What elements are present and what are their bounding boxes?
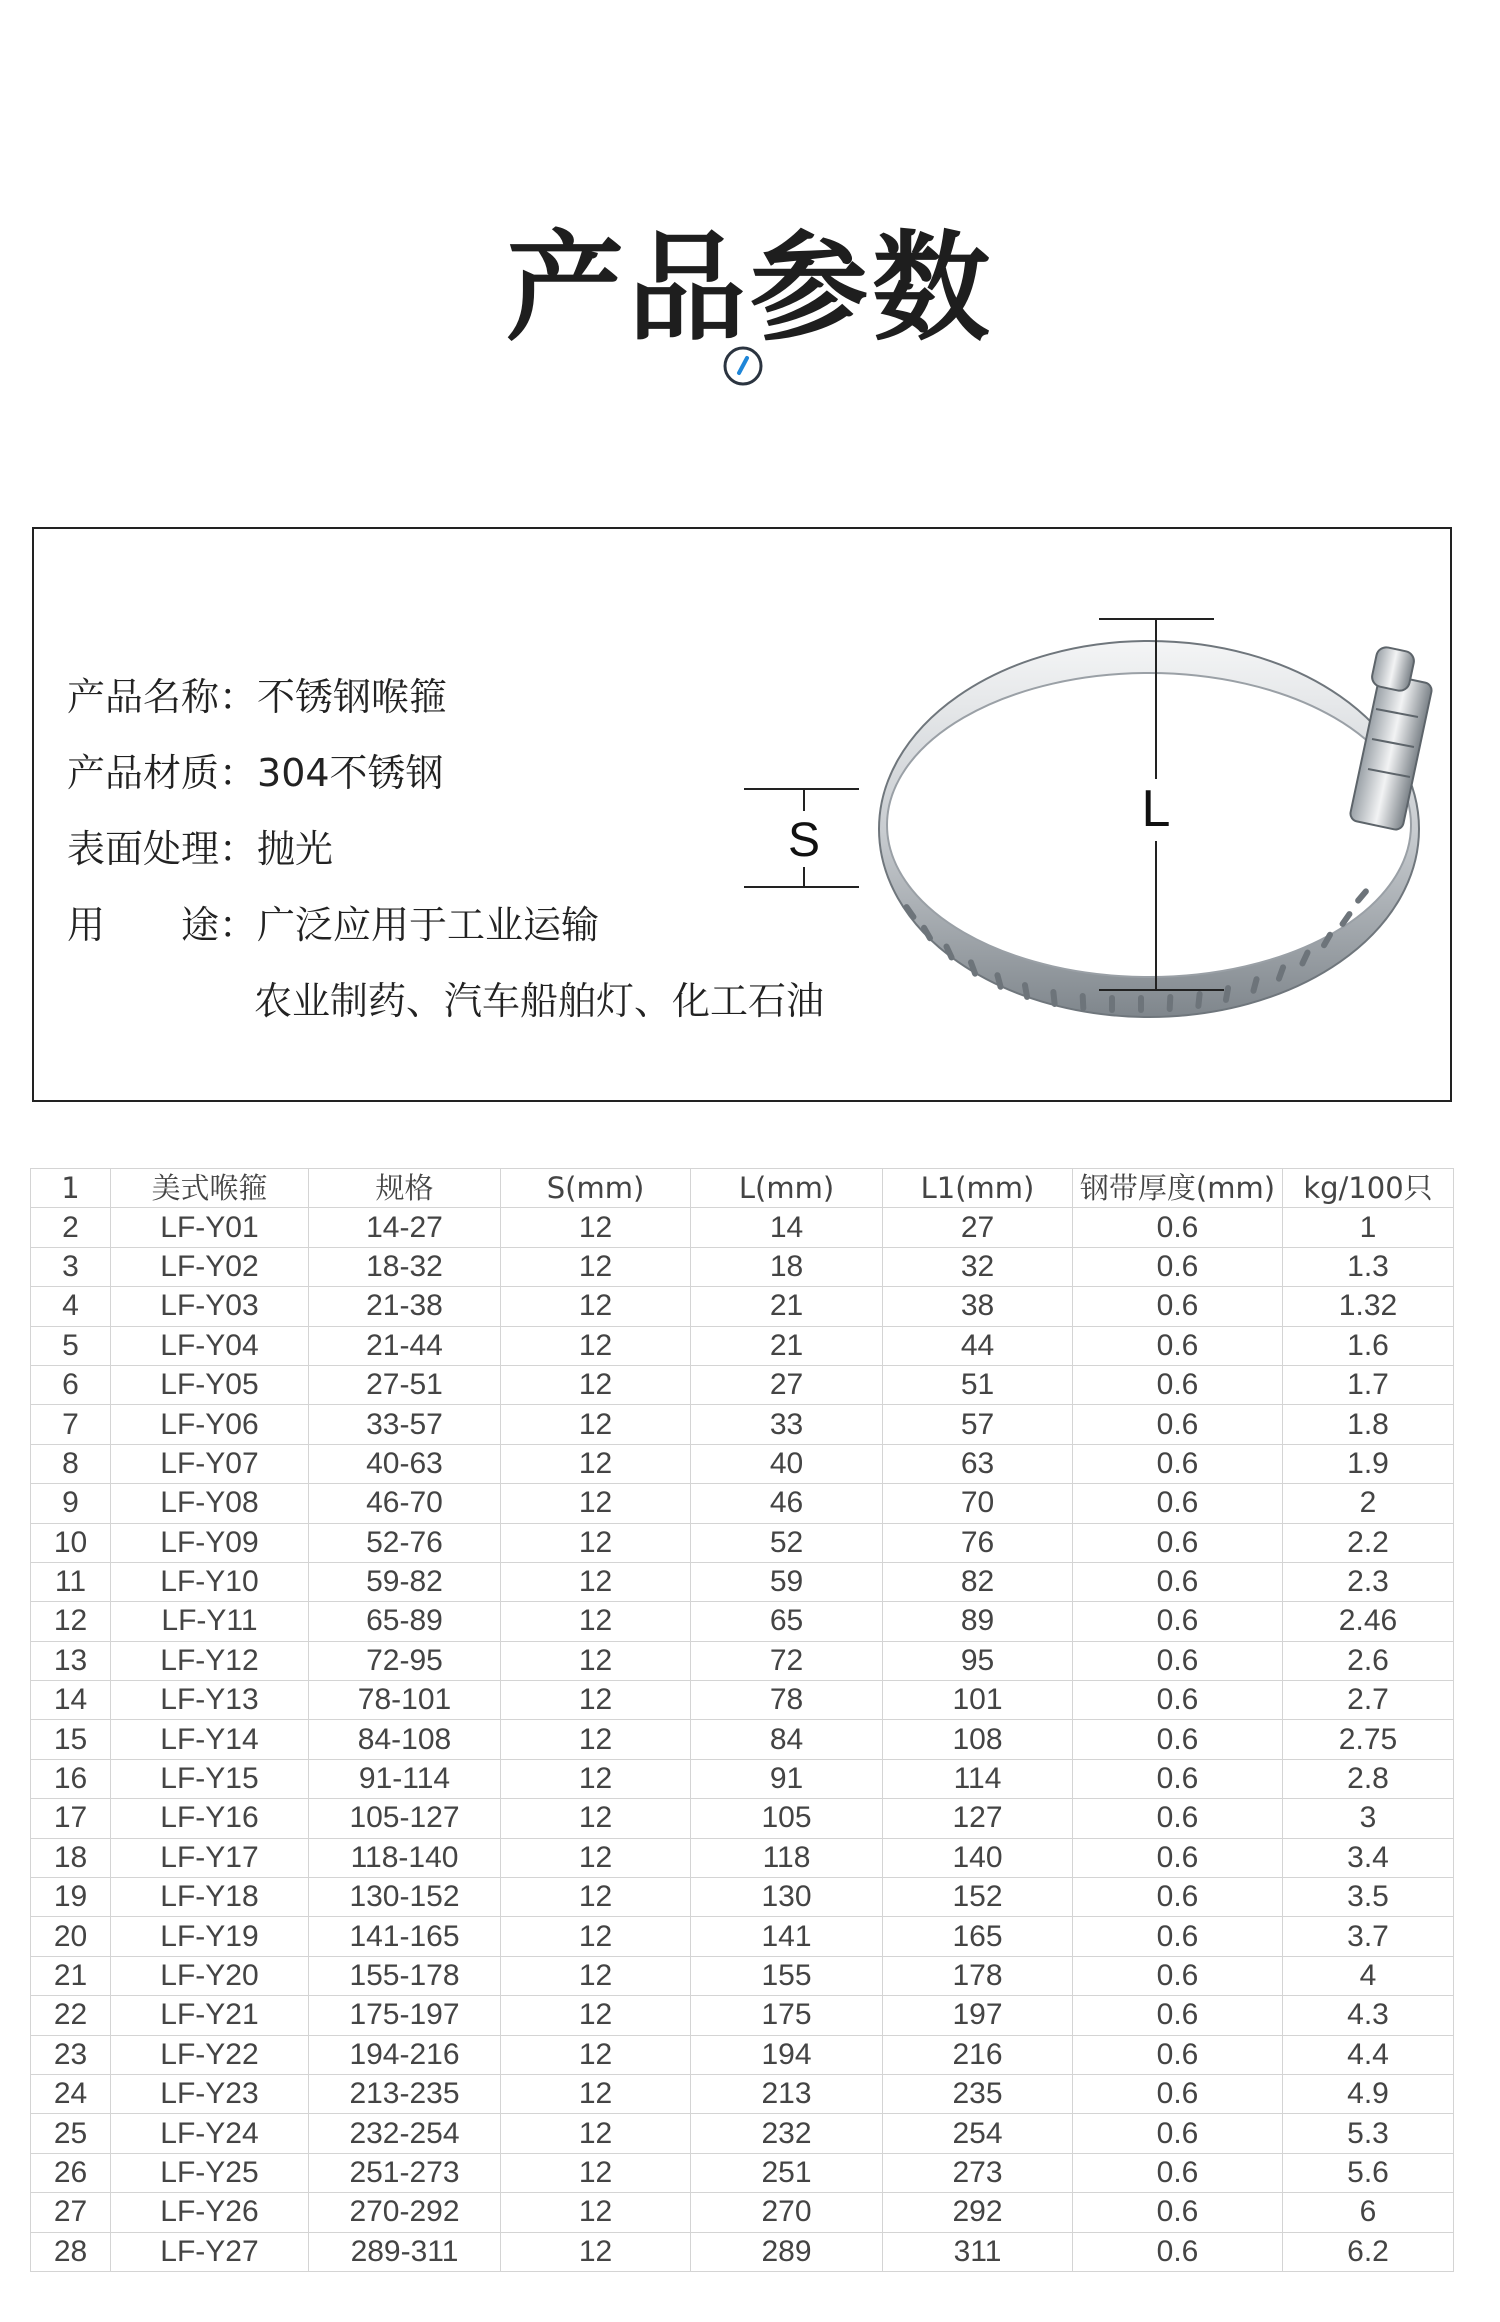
cell-spec-range: 194-216 [309,2035,501,2074]
cell-l1-mm: 44 [883,1326,1073,1365]
cell-band-thickness: 0.6 [1073,1996,1283,2035]
table-row [31,1641,1454,1680]
cell-model: LF-Y19 [111,1917,309,1956]
cell-model: LF-Y16 [111,1799,309,1838]
cell-row-index: 4 [31,1287,111,1326]
cell-s-mm: 12 [501,1878,691,1917]
cell-weight: 2.3 [1283,1562,1454,1601]
cell-weight: 1.32 [1283,1287,1454,1326]
table-row [31,1917,1454,1956]
cell-l1-mm: 57 [883,1405,1073,1444]
cell-s-mm: 12 [501,1326,691,1365]
cell-weight: 2.8 [1283,1759,1454,1798]
cell-l-mm: 65 [691,1602,883,1641]
cell-s-mm: 12 [501,1405,691,1444]
cell-spec-range: 105-127 [309,1799,501,1838]
cell-l1-mm: 114 [883,1759,1073,1798]
cell-l1-mm: 76 [883,1523,1073,1562]
cell-row-index: 27 [31,2193,111,2232]
usage-value-2: 农业制药、汽车船舶灯、化工石油 [254,979,825,1023]
cell-s-mm: 12 [501,1720,691,1759]
cell-l-mm: 175 [691,1996,883,2035]
product-name-value: 不锈钢喉箍 [257,675,448,719]
cell-l-mm: 59 [691,1562,883,1601]
cell-l1-mm: 32 [883,1247,1073,1286]
cell-row-index: 10 [31,1523,111,1562]
cell-model: LF-Y09 [111,1523,309,1562]
cell-row-index: 3 [31,1247,111,1286]
cell-model: LF-Y18 [111,1878,309,1917]
cell-band-thickness: 0.6 [1073,1444,1283,1483]
cell-l-mm: 289 [691,2232,883,2271]
table-row [31,1208,1454,1247]
cell-weight: 2.7 [1283,1681,1454,1720]
cell-weight: 4 [1283,1956,1454,1995]
cell-s-mm: 12 [501,1208,691,1247]
page-title: 产品参数 [505,219,994,358]
cell-band-thickness: 0.6 [1073,1326,1283,1365]
cell-s-mm: 12 [501,1602,691,1641]
header-cell-s-mm: S(mm) [501,1169,691,1208]
cell-l1-mm: 127 [883,1799,1073,1838]
cell-model: LF-Y27 [111,2232,309,2271]
dimension-s-label: S [787,814,821,867]
cell-l1-mm: 311 [883,2232,1073,2271]
header-cell-model: 美式喉箍 [111,1169,309,1208]
cell-band-thickness: 0.6 [1073,1681,1283,1720]
cell-band-thickness: 0.6 [1073,1208,1283,1247]
cell-s-mm: 12 [501,1917,691,1956]
cell-band-thickness: 0.6 [1073,2232,1283,2271]
cell-spec-range: 213-235 [309,2074,501,2113]
cell-spec-range: 18-32 [309,1247,501,1286]
cell-l-mm: 14 [691,1208,883,1247]
product-material-value: 304不锈钢 [257,751,444,795]
cell-l1-mm: 292 [883,2193,1073,2232]
cell-spec-range: 289-311 [309,2232,501,2271]
cell-l1-mm: 89 [883,1602,1073,1641]
header-cell-row-index: 1 [31,1169,111,1208]
cell-weight: 3 [1283,1799,1454,1838]
table-row [31,1681,1454,1720]
cell-row-index: 24 [31,2074,111,2113]
cell-l-mm: 84 [691,1720,883,1759]
cell-l-mm: 251 [691,2153,883,2192]
cell-row-index: 15 [31,1720,111,1759]
cell-band-thickness: 0.6 [1073,2153,1283,2192]
spec-table-body [31,1169,1454,2272]
cell-s-mm: 12 [501,2074,691,2113]
cell-row-index: 18 [31,1838,111,1877]
table-row [31,1956,1454,1995]
table-row [31,1720,1454,1759]
cell-l-mm: 33 [691,1405,883,1444]
cell-spec-range: 21-44 [309,1326,501,1365]
cell-row-index: 9 [31,1484,111,1523]
cell-band-thickness: 0.6 [1073,1917,1283,1956]
cell-model: LF-Y24 [111,2114,309,2153]
cell-l1-mm: 63 [883,1444,1073,1483]
cell-l1-mm: 82 [883,1562,1073,1601]
usage-label: 用 途： [67,903,258,947]
cell-l-mm: 52 [691,1523,883,1562]
cell-row-index: 8 [31,1444,111,1483]
cell-model: LF-Y06 [111,1405,309,1444]
cell-band-thickness: 0.6 [1073,1484,1283,1523]
cell-l1-mm: 101 [883,1681,1073,1720]
cell-l-mm: 46 [691,1484,883,1523]
cell-row-index: 7 [31,1405,111,1444]
product-material-label: 产品材质： [67,751,258,795]
cell-l1-mm: 27 [883,1208,1073,1247]
cell-band-thickness: 0.6 [1073,1878,1283,1917]
cell-row-index: 12 [31,1602,111,1641]
cell-l-mm: 78 [691,1681,883,1720]
cell-s-mm: 12 [501,1641,691,1680]
cell-band-thickness: 0.6 [1073,1287,1283,1326]
table-row [31,1602,1454,1641]
surface-treatment-value: 抛光 [257,827,334,871]
header-cell-spec-range: 规格 [309,1169,501,1208]
cell-spec-range: 72-95 [309,1641,501,1680]
cell-model: LF-Y08 [111,1484,309,1523]
dimension-s [734,769,884,909]
cell-s-mm: 12 [501,2035,691,2074]
cell-s-mm: 12 [501,1287,691,1326]
cell-model: LF-Y04 [111,1326,309,1365]
cell-l1-mm: 38 [883,1287,1073,1326]
cell-l1-mm: 254 [883,2114,1073,2153]
cell-band-thickness: 0.6 [1073,1720,1283,1759]
cell-l-mm: 232 [691,2114,883,2153]
cell-band-thickness: 0.6 [1073,2114,1283,2153]
cell-row-index: 22 [31,1996,111,2035]
cell-l-mm: 21 [691,1326,883,1365]
cell-spec-range: 251-273 [309,2153,501,2192]
cell-spec-range: 52-76 [309,1523,501,1562]
cell-weight: 2 [1283,1484,1454,1523]
cell-l-mm: 213 [691,2074,883,2113]
table-row [31,2193,1454,2232]
table-row [31,1562,1454,1601]
surface-treatment-line [67,818,333,873]
cell-weight: 5.6 [1283,2153,1454,2192]
cell-l-mm: 21 [691,1287,883,1326]
cell-weight: 4.9 [1283,2074,1454,2113]
cell-model: LF-Y26 [111,2193,309,2232]
cell-spec-range: 175-197 [309,1996,501,2035]
cell-row-index: 17 [31,1799,111,1838]
cell-s-mm: 12 [501,1444,691,1483]
cell-spec-range: 130-152 [309,1878,501,1917]
cell-spec-range: 270-292 [309,2193,501,2232]
cell-l-mm: 194 [691,2035,883,2074]
cell-spec-range: 84-108 [309,1720,501,1759]
cell-band-thickness: 0.6 [1073,1562,1283,1601]
cell-row-index: 28 [31,2232,111,2271]
cell-s-mm: 12 [501,1247,691,1286]
cell-row-index: 14 [31,1681,111,1720]
cell-band-thickness: 0.6 [1073,2035,1283,2074]
cell-l1-mm: 178 [883,1956,1073,1995]
cell-band-thickness: 0.6 [1073,1247,1283,1286]
dimension-l-label: L [1141,780,1171,838]
cell-weight: 4.4 [1283,2035,1454,2074]
cell-band-thickness: 0.6 [1073,1838,1283,1877]
cell-weight: 6.2 [1283,2232,1454,2271]
cell-weight: 3.4 [1283,1838,1454,1877]
cell-model: LF-Y25 [111,2153,309,2192]
cell-spec-range: 40-63 [309,1444,501,1483]
table-row [31,1287,1454,1326]
usage-line [67,894,599,949]
cell-weight: 1.7 [1283,1365,1454,1404]
cell-l1-mm: 152 [883,1878,1073,1917]
cell-band-thickness: 0.6 [1073,1799,1283,1838]
usage-value-1: 广泛应用于工业运输 [257,903,600,947]
table-row [31,1759,1454,1798]
cell-spec-range: 232-254 [309,2114,501,2153]
cell-s-mm: 12 [501,1996,691,2035]
cell-model: LF-Y23 [111,2074,309,2113]
table-row [31,1523,1454,1562]
cell-row-index: 19 [31,1878,111,1917]
cell-spec-range: 14-27 [309,1208,501,1247]
cell-l-mm: 27 [691,1365,883,1404]
table-header-row [31,1169,1454,1208]
cell-row-index: 23 [31,2035,111,2074]
cell-s-mm: 12 [501,2153,691,2192]
cell-spec-range: 33-57 [309,1405,501,1444]
pencil-badge-icon [722,345,764,387]
cell-weight: 1.6 [1283,1326,1454,1365]
cell-weight: 2.6 [1283,1641,1454,1680]
header-cell-l-mm: L(mm) [691,1169,883,1208]
cell-model: LF-Y03 [111,1287,309,1326]
cell-spec-range: 91-114 [309,1759,501,1798]
cell-s-mm: 12 [501,1523,691,1562]
cell-model: LF-Y14 [111,1720,309,1759]
cell-spec-range: 118-140 [309,1838,501,1877]
cell-weight: 1.3 [1283,1247,1454,1286]
header-cell-weight: kg/100只 [1283,1169,1454,1208]
table-row [31,2114,1454,2153]
cell-l1-mm: 216 [883,2035,1073,2074]
cell-l1-mm: 140 [883,1838,1073,1877]
cell-row-index: 21 [31,1956,111,1995]
cell-spec-range: 141-165 [309,1917,501,1956]
cell-spec-range: 59-82 [309,1562,501,1601]
product-name-label: 产品名称： [67,675,258,719]
cell-weight: 1 [1283,1208,1454,1247]
cell-band-thickness: 0.6 [1073,1523,1283,1562]
cell-weight: 1.9 [1283,1444,1454,1483]
cell-weight: 2.2 [1283,1523,1454,1562]
table-row [31,2153,1454,2192]
cell-l-mm: 105 [691,1799,883,1838]
table-row [31,1247,1454,1286]
product-info-box [32,527,1452,1102]
cell-row-index: 20 [31,1917,111,1956]
cell-spec-range: 65-89 [309,1602,501,1641]
table-row [31,1484,1454,1523]
cell-l-mm: 141 [691,1917,883,1956]
cell-l-mm: 130 [691,1878,883,1917]
cell-l-mm: 72 [691,1641,883,1680]
cell-l-mm: 155 [691,1956,883,1995]
cell-model: LF-Y10 [111,1562,309,1601]
cell-s-mm: 12 [501,1681,691,1720]
cell-row-index: 2 [31,1208,111,1247]
cell-model: LF-Y11 [111,1602,309,1641]
cell-row-index: 6 [31,1365,111,1404]
cell-model: LF-Y15 [111,1759,309,1798]
table-row [31,2074,1454,2113]
cell-model: LF-Y22 [111,2035,309,2074]
product-name-line [67,666,447,721]
cell-model: LF-Y21 [111,1996,309,2035]
cell-l1-mm: 95 [883,1641,1073,1680]
cell-row-index: 5 [31,1326,111,1365]
cell-l1-mm: 165 [883,1917,1073,1956]
cell-row-index: 25 [31,2114,111,2153]
cell-row-index: 26 [31,2153,111,2192]
cell-model: LF-Y20 [111,1956,309,1995]
table-row [31,1996,1454,2035]
cell-s-mm: 12 [501,1759,691,1798]
cell-weight: 5.3 [1283,2114,1454,2153]
header-cell-l1-mm: L1(mm) [883,1169,1073,1208]
cell-model: LF-Y13 [111,1681,309,1720]
cell-weight: 2.75 [1283,1720,1454,1759]
cell-s-mm: 12 [501,2232,691,2271]
table-row [31,1878,1454,1917]
cell-row-index: 13 [31,1641,111,1680]
cell-l1-mm: 273 [883,2153,1073,2192]
spec-table [30,1168,1454,2272]
cell-band-thickness: 0.6 [1073,1405,1283,1444]
cell-spec-range: 155-178 [309,1956,501,1995]
cell-band-thickness: 0.6 [1073,1759,1283,1798]
cell-s-mm: 12 [501,1365,691,1404]
table-row [31,1326,1454,1365]
cell-band-thickness: 0.6 [1073,1641,1283,1680]
cell-model: LF-Y12 [111,1641,309,1680]
cell-model: LF-Y07 [111,1444,309,1483]
cell-l-mm: 118 [691,1838,883,1877]
surface-treatment-label: 表面处理： [67,827,258,871]
cell-weight: 3.7 [1283,1917,1454,1956]
cell-l-mm: 91 [691,1759,883,1798]
cell-band-thickness: 0.6 [1073,2193,1283,2232]
cell-s-mm: 12 [501,1484,691,1523]
cell-model: LF-Y02 [111,1247,309,1286]
cell-model: LF-Y01 [111,1208,309,1247]
cell-s-mm: 12 [501,1562,691,1601]
cell-l1-mm: 108 [883,1720,1073,1759]
cell-weight: 6 [1283,2193,1454,2232]
table-row [31,1838,1454,1877]
cell-model: LF-Y17 [111,1838,309,1877]
cell-model: LF-Y05 [111,1365,309,1404]
cell-spec-range: 21-38 [309,1287,501,1326]
cell-weight: 3.5 [1283,1878,1454,1917]
cell-l-mm: 40 [691,1444,883,1483]
table-row [31,2035,1454,2074]
cell-s-mm: 12 [501,1799,691,1838]
cell-s-mm: 12 [501,2114,691,2153]
cell-spec-range: 27-51 [309,1365,501,1404]
cell-l1-mm: 51 [883,1365,1073,1404]
cell-weight: 1.8 [1283,1405,1454,1444]
product-material-line [67,742,444,797]
cell-s-mm: 12 [501,1956,691,1995]
table-row [31,1405,1454,1444]
cell-band-thickness: 0.6 [1073,1365,1283,1404]
cell-band-thickness: 0.6 [1073,1602,1283,1641]
table-row [31,1444,1454,1483]
cell-l1-mm: 235 [883,2074,1073,2113]
cell-spec-range: 46-70 [309,1484,501,1523]
cell-l-mm: 270 [691,2193,883,2232]
table-row [31,2232,1454,2271]
cell-spec-range: 78-101 [309,1681,501,1720]
cell-s-mm: 12 [501,1838,691,1877]
cell-l1-mm: 70 [883,1484,1073,1523]
cell-row-index: 11 [31,1562,111,1601]
cell-l-mm: 18 [691,1247,883,1286]
cell-l1-mm: 197 [883,1996,1073,2035]
cell-band-thickness: 0.6 [1073,2074,1283,2113]
cell-band-thickness: 0.6 [1073,1956,1283,1995]
table-row [31,1799,1454,1838]
cell-s-mm: 12 [501,2193,691,2232]
header-cell-band-thickness: 钢带厚度(mm) [1073,1169,1283,1208]
table-row [31,1365,1454,1404]
cell-weight: 4.3 [1283,1996,1454,2035]
cell-row-index: 16 [31,1759,111,1798]
cell-weight: 2.46 [1283,1602,1454,1641]
